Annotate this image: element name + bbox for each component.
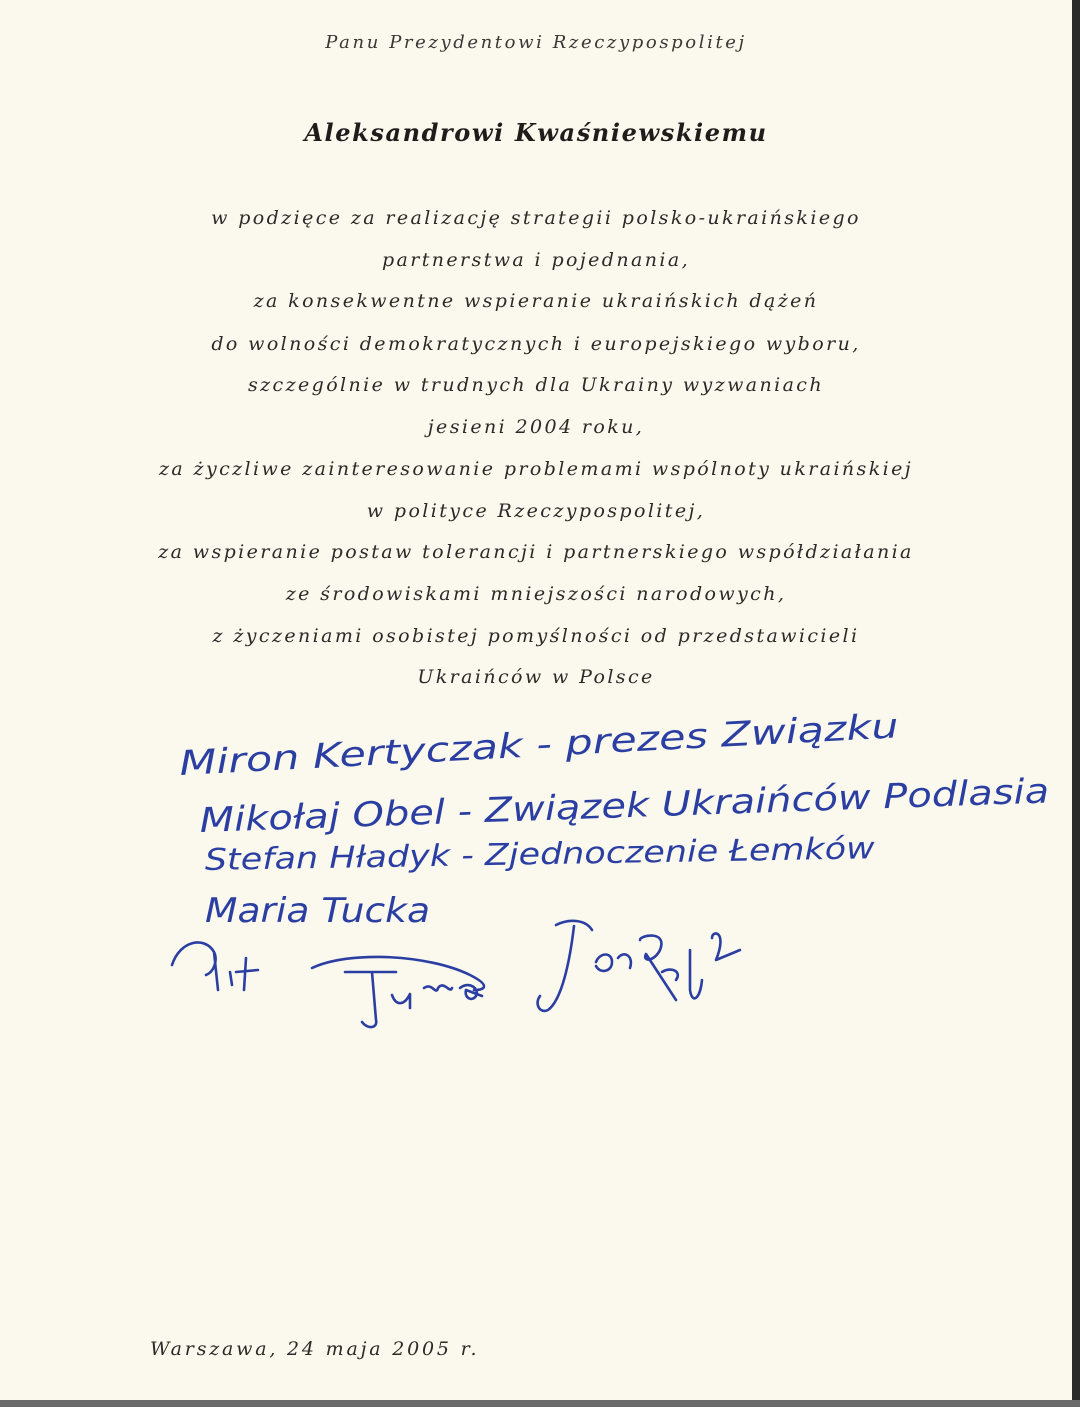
honoree-name: Aleksandrowi Kwaśniewskiemu <box>304 118 768 147</box>
signature-tucka <box>205 891 430 931</box>
scan-edge-bottom <box>0 1400 1080 1407</box>
svg-text:Maria Tucka: Maria Tucka <box>205 891 430 931</box>
signature-tyma <box>172 942 484 1027</box>
body-line: za wspieranie postaw tolerancji i partnerskiego współdziałania <box>158 541 914 563</box>
body-line: w polityce Rzeczypospolitej, <box>366 500 706 522</box>
body-line: szczególnie w trudnych dla Ukrainy wyzwaniach <box>248 374 824 396</box>
body-line: ze środowiskami mniejszości narodowych, <box>285 583 787 605</box>
body-line: do wolności demokratycznych i europejskiego wyboru, <box>211 333 861 355</box>
body-line: za konsekwentne wspieranie ukraińskich dążeń <box>253 290 819 312</box>
body-line: za życzliwe zainteresowanie problemami wspólnoty ukraińskiej <box>158 458 914 480</box>
body-line: partnerstwa i pojednania, <box>381 249 691 271</box>
body-line: jesieni 2004 roku, <box>427 416 645 438</box>
body-line: Ukraińców w Polsce <box>417 666 655 688</box>
svg-text:Miron Kertyczak - prezes Związ: Miron Kertyczak - prezes Związku <box>178 714 751 784</box>
signature-rejt <box>538 921 740 1011</box>
body-line: z życzeniami osobistej pomyślności od przedstawicieli <box>212 625 860 647</box>
signature-obel <box>199 771 1050 841</box>
body-line: w podzięce za realizację strategii polsko-ukraińskiego <box>211 207 861 229</box>
scan-edge-right <box>1072 0 1080 1407</box>
place-and-date: Warszawa, 24 maja 2005 r. <box>150 1338 480 1360</box>
signature-hladyk <box>205 831 876 878</box>
svg-text:Stefan Hładyk - Zjednoczenie Ł: Stefan Hładyk - Zjednoczenie Łemków <box>204 832 781 878</box>
addressee-line: Panu Prezydentowi Rzeczypospolitej <box>325 32 747 53</box>
signature-kertyczak <box>178 706 899 784</box>
svg-text:Mikołaj Obel - Związek Ukraińc: Mikołaj Obel - Związek Ukraińców Podlasia <box>198 775 923 841</box>
